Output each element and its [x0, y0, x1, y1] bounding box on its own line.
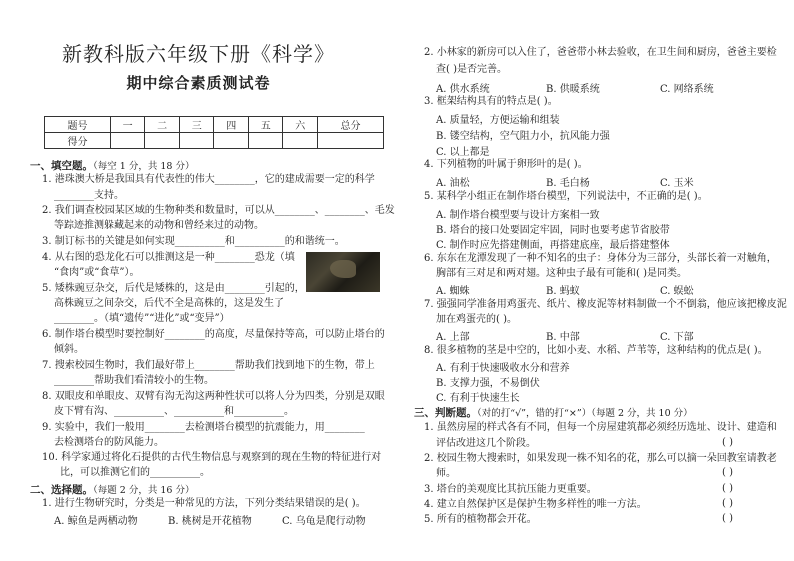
score-table-header-row [45, 117, 384, 133]
option-c[interactable]: C. 下部 [660, 332, 694, 343]
score-cell: 总分 [318, 117, 384, 133]
question-text: 1. 港珠澳大桥是我国具有代表性的伟大________，它的建成需要一定的科学 [42, 174, 375, 185]
question-text: 5. 矮株豌豆杂交，后代是矮株的，这是由________引起的， [42, 283, 305, 294]
score-cell: 四 [214, 117, 249, 133]
question-text: 加在鸡蛋壳的( )。 [436, 314, 517, 325]
option-b[interactable]: B. 桃树是开花植物 [168, 516, 252, 527]
score-input-cell[interactable] [214, 133, 249, 149]
score-table-score-row [45, 133, 384, 149]
score-input-cell[interactable] [283, 133, 318, 149]
question-text: 7. 搜索校园生物时，我们最好带上________帮助我们找到地下的生物，带上 [42, 360, 375, 371]
option-a[interactable]: A. 有利于快速吸收水分和营养 [436, 363, 570, 374]
section-heading-fill-blank [30, 158, 194, 173]
option-a[interactable]: A. 蜘蛛 [436, 286, 470, 297]
question-text: 5. 某科学小组正在制作塔台模型，下列说法中，不正确的是( )。 [424, 191, 708, 202]
question-text: 2. 校园生物大搜索时，如果发现一株不知名的花，那么可以摘一朵回教室请教老 [424, 453, 777, 464]
score-cell: 六 [283, 117, 318, 133]
question-text: 6. 东东在龙潭发现了一种不知名的虫子：身体分为三部分，头部长着一对触角， [424, 253, 777, 264]
answer-blank[interactable]: ( ) [722, 513, 733, 524]
score-input-cell[interactable] [145, 133, 180, 149]
option-b[interactable]: B. 支撑力强，不易倒伏 [436, 378, 540, 389]
question-text: 高株豌豆之间杂交，后代不全是高株的，这是发生了 [54, 298, 284, 309]
option-b[interactable]: B. 蚂蚁 [546, 286, 580, 297]
option-b[interactable]: B. 中部 [546, 332, 580, 343]
question-text: 4. 从右图的恐龙化石可以推测这是一种________恐龙（填 [42, 252, 295, 263]
question-text: ________。（填“遗传”“进化”或“变异”） [54, 313, 230, 324]
option-b[interactable]: B. 供暖系统 [546, 84, 600, 95]
score-cell: 二 [145, 117, 180, 133]
option-a[interactable]: A. 质量轻，方便运输和组装 [436, 115, 560, 126]
score-cell: 一 [110, 117, 145, 133]
option-b[interactable]: B. 塔台的接口处要固定牢固，同时也要考虑节省胶带 [436, 225, 670, 236]
question-text: 倾斜。 [54, 344, 84, 355]
option-c[interactable]: C. 以上都是 [436, 147, 490, 158]
question-text: 3. 框架结构具有的特点是( )。 [424, 96, 558, 107]
option-b[interactable]: B. 镂空结构，空气阻力小，抗风能力强 [436, 131, 610, 142]
answer-blank[interactable]: ( ) [722, 483, 733, 494]
score-cell: 五 [248, 117, 283, 133]
score-input-cell[interactable] [318, 133, 384, 149]
question-text: 查( )是否完善。 [436, 64, 507, 75]
question-text: 8. 很多植物的茎是中空的，比如小麦、水稻、芦苇等，这种结构的优点是( )。 [424, 345, 768, 356]
score-input-cell[interactable] [179, 133, 214, 149]
question-text: 比，可以推测它们的__________。 [60, 467, 210, 478]
question-text: “食肉”或“食草”）。 [54, 267, 140, 278]
question-text: 师。 [436, 468, 456, 479]
question-text: 4. 建立自然保护区是保护生物多样性的唯一方法。 [424, 499, 647, 510]
section-note: （对的打“√”，错的打“×”）（每题 2 分，共 10 分） [477, 408, 693, 419]
section-note: （每空 1 分，共 18 分） [93, 161, 195, 172]
answer-blank[interactable]: ( ) [722, 498, 733, 509]
option-c[interactable]: C. 乌龟是爬行动物 [282, 516, 366, 527]
section-title: 二、选择题。 [30, 484, 93, 496]
section-title: 三、判断题。 [414, 407, 477, 419]
section-heading-true-false [414, 405, 693, 420]
exam-subtitle: 期中综合素质测试卷 [126, 74, 271, 92]
section-title: 一、填空题。 [30, 160, 93, 172]
question-text: 10. 科学家通过将化石提供的古代生物信息与观察到的现在生物的特征进行对 [42, 452, 382, 463]
question-text: 1. 进行生物研究时，分类是一种常见的方法，下列分类结果错误的是( )。 [42, 498, 366, 509]
option-c[interactable]: C. 玉米 [660, 178, 694, 189]
option-a[interactable]: A. 制作塔台模型要与设计方案相一致 [436, 210, 600, 221]
score-cell: 题号 [45, 117, 111, 133]
dinosaur-fossil-photo [306, 252, 380, 292]
question-text: 2. 我们调查校园某区域的生物种类和数量时，可以从________、________、毛发 [42, 205, 395, 216]
question-text: 皮下臂有沟、__________、__________和__________。 [54, 406, 294, 417]
exam-title: 新教科版六年级下册《科学》 [62, 42, 335, 66]
answer-blank[interactable]: ( ) [722, 437, 733, 448]
question-text: 8. 双眼皮和单眼皮、双臂有沟无沟这两种性状可以将人分为四类，分别是双眼 [42, 391, 385, 402]
question-text: 7. 强强同学准备用鸡蛋壳、纸片、橡皮泥等材料制做一个不倒翁，他应该把橡皮泥 [424, 299, 787, 310]
score-input-cell[interactable] [110, 133, 145, 149]
option-c[interactable]: C. 有利于快速生长 [436, 393, 520, 404]
question-text: 1. 虽然房屋的样式各有不同，但每一个房屋建筑都必须经历选址、设计、建造和 [424, 422, 777, 433]
question-text: 评估改进这几个阶段。 [436, 438, 536, 449]
option-a[interactable]: A. 鲸鱼是两栖动物 [54, 516, 138, 527]
question-text: 等踪迹推测躲藏起来的动物和曾经来过的动物。 [54, 220, 264, 231]
section-note: （每题 2 分，共 16 分） [93, 485, 195, 496]
score-cell: 得分 [45, 133, 111, 149]
question-text: 4. 下列植物的叶属于卵形叶的是( )。 [424, 159, 588, 170]
question-text: 6. 制作塔台模型时要控制好________的高度，尽量保持等高，可以防止塔台的 [42, 329, 385, 340]
question-text: ________支持。 [54, 190, 124, 201]
question-text: 3. 塔台的美观度比其抗压能力更重要。 [424, 484, 597, 495]
option-c[interactable]: C. 蜈蚣 [660, 286, 694, 297]
option-b[interactable]: B. 毛白杨 [546, 178, 590, 189]
option-a[interactable]: A. 油松 [436, 178, 470, 189]
question-text: 3. 制订标书的关键是如何实现__________和__________的和谐统一。 [42, 236, 345, 247]
section-heading-multiple-choice [30, 482, 194, 497]
option-c[interactable]: C. 制作时应先搭建侧面，再搭建底座，最后搭建整体 [436, 240, 670, 251]
answer-blank[interactable]: ( ) [722, 467, 733, 478]
question-text: ________帮助我们看清较小的生物。 [54, 375, 214, 386]
question-text: 5. 所有的植物都会开花。 [424, 514, 537, 525]
option-a[interactable]: A. 供水系统 [436, 84, 490, 95]
score-input-cell[interactable] [248, 133, 283, 149]
score-table [44, 116, 384, 149]
question-text: 胸部有三对足和两对翅。这种虫子最有可能和( )是同类。 [436, 268, 687, 279]
question-text: 去检测塔台的防风能力。 [54, 437, 164, 448]
option-a[interactable]: A. 上部 [436, 332, 470, 343]
question-text: 2. 小林家的新房可以入住了，爸爸带小林去验收，在卫生间和厨房，爸爸主要检 [424, 47, 777, 58]
score-cell: 三 [179, 117, 214, 133]
option-c[interactable]: C. 网络系统 [660, 84, 714, 95]
question-text: 9. 实验中，我们一般用________去检测塔台模型的抗震能力，用________ [42, 422, 365, 433]
